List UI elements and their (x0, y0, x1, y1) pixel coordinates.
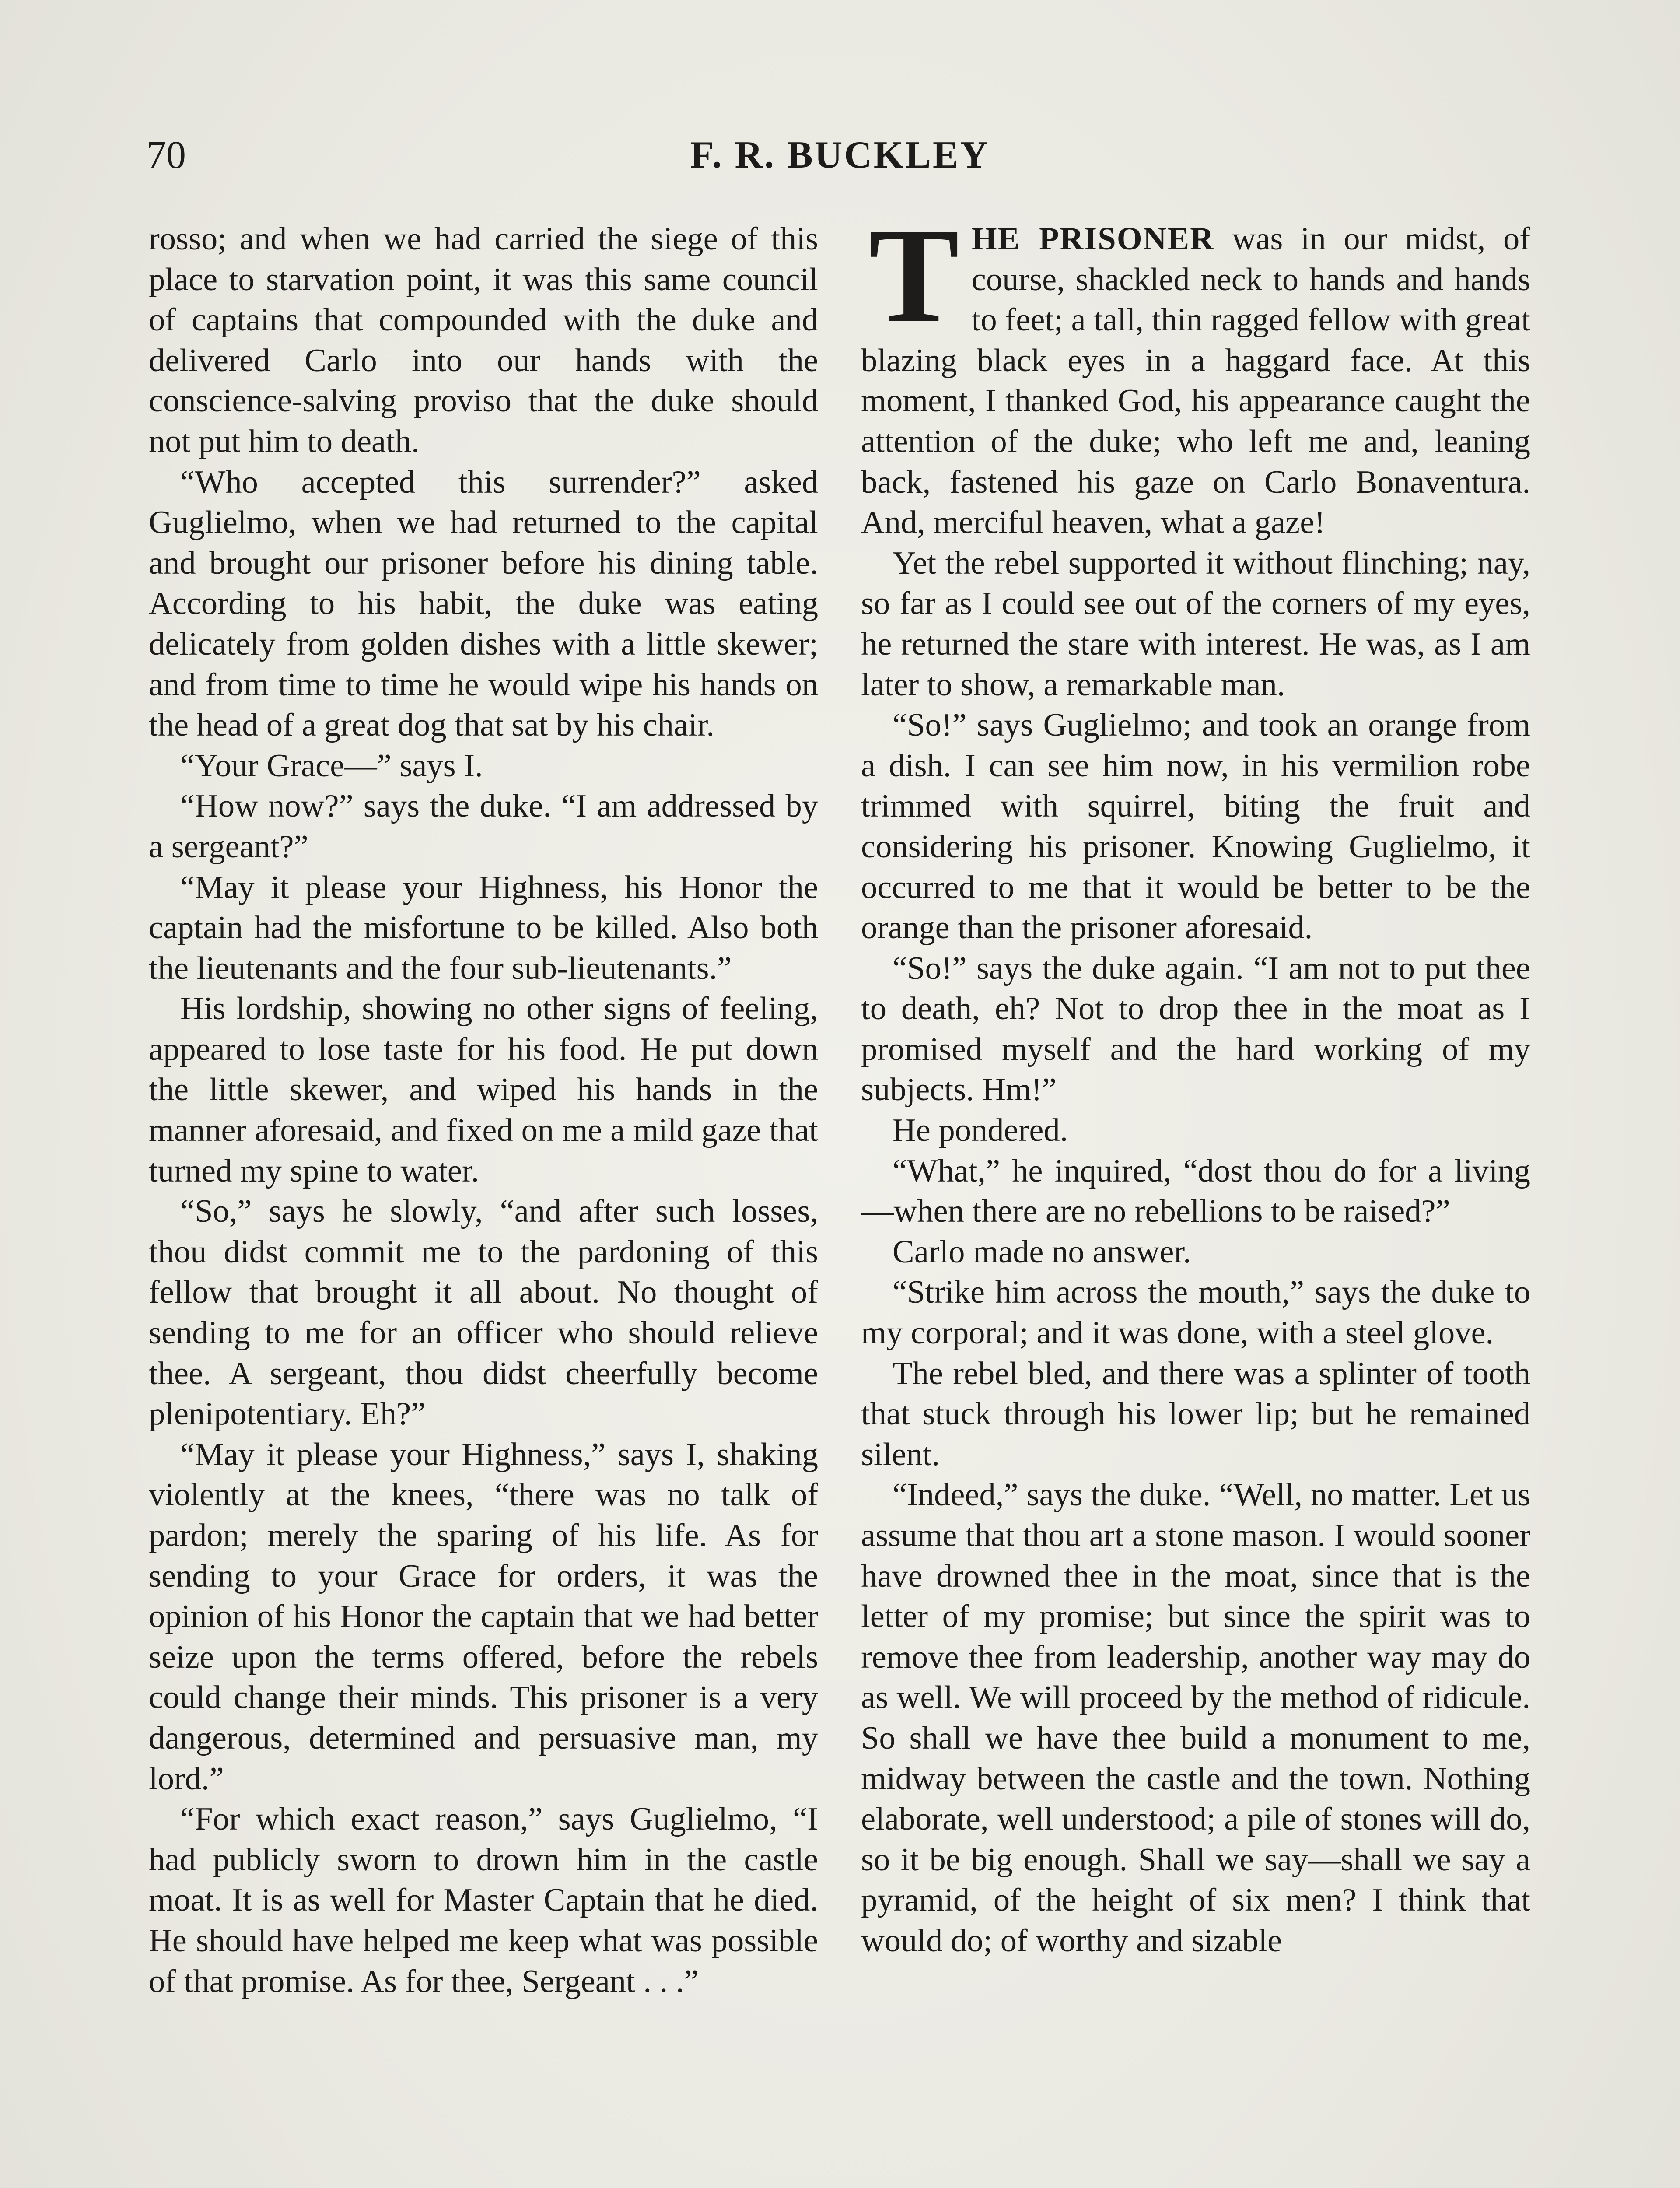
paragraph: “So!” says the duke again. “I am not to put thee to death, eh? Not to drop thee in the moat as I promised myself and the hard working of my subjects. Hm!” (861, 950, 1530, 1108)
opening-text: was in our midst, of course, shackled neck to hands and hands to feet; a tall, thin ragged fellow with great blazing black eyes in a haggard face. At this moment, I thanked God, his appearance caught the attention of the duke; who left me and, leaning back, fastened his gaze on Carlo Bonaventura. And, merciful heaven, what a gaze! (861, 221, 1530, 541)
section-opening-paragraph (861, 219, 1530, 543)
running-head-author: F. R. BUCKLEY (690, 134, 990, 176)
paragraph: “Indeed,” says the duke. “Well, no matter. Let us assume that thou art a stone mason. I would sooner have drowned thee in the moat, since that is the letter of my promise; but since the spirit was to remove thee from leadership, another way may do as well. We will proceed by the method of ridicule. So shall we have thee build a monument to me, midway between the castle and the town. Nothing elaborate, well understood; a pile of stones will do, so it be big enough. Shall we say—shall we say a pyramid, of the height of six men? I think that would do; of worthy and sizable (861, 1477, 1530, 1959)
paragraph: The rebel bled, and there was a splinter of tooth that stuck through his lower lip; but he remained silent. (861, 1355, 1530, 1473)
paragraph: “May it please your Highness,” says I, shaking violently at the knees, “there was no talk of pardon; merely the sparing of his life. As for sending to your Grace for orders, it was the opinion of his Honor the captain that we had better seize upon the terms offered, before the rebels could change their minds. This prisoner is a very dangerous, determined and persuasive man, my lord.” (149, 1436, 818, 1797)
paragraph: His lordship, showing no other signs of feeling, appeared to lose taste for his food. He put down the little skewer, and wiped his hands in the manner aforesaid, and fixed on me a mild gaze that turned my spine to water. (149, 991, 818, 1189)
page-number: 70 (147, 133, 186, 177)
lead-in-caps: HE PRISONER (971, 221, 1214, 257)
paragraph: He pondered. (892, 1112, 1068, 1149)
left-text-column (149, 219, 818, 2188)
paragraph: “Your Grace—” says I. (180, 747, 483, 784)
paragraph: “Who accepted this surrender?” asked Guglielmo, when we had returned to the capital and brought our prisoner before his dining table. According to his habit, the duke was eating delicately from golden dishes with a little skewer; and from time to time he would wipe his hands on the head of a great dog that sat by his chair. (149, 464, 818, 743)
paragraph: “For which exact reason,” says Guglielmo, “I had publicly sworn to drown him in the castle moat. It is as well for Master Captain that he died. He should have helped me keep what was possible of that promise. As for thee, Sergeant . . .” (149, 1801, 818, 1999)
paragraph: Carlo made no answer. (892, 1234, 1191, 1270)
paragraph: “So!” says Guglielmo; and took an orange from a dish. I can see him now, in his vermilion robe trimmed with squirrel, biting the fruit and considering his prisoner. Knowing Guglielmo, it occurred to me that it would be better to be the orange than the prisoner aforesaid. (861, 707, 1530, 946)
drop-cap: T (869, 219, 959, 351)
paragraph: Yet the rebel supported it without flinching; nay, so far as I could see out of the corners of my eyes, he returned the stare with interest. He was, as I am later to show, a remarkable man. (861, 545, 1530, 703)
paragraph: “So,” says he slowly, “and after such losses, thou didst commit me to the pardoning of this fellow that brought it all about. No thought of sending to me for an officer who should relieve thee. A sergeant, thou didst cheerfully become plenipotentiary. Eh?” (149, 1193, 818, 1432)
paragraph: “May it please your Highness, his Honor the captain had the misfortune to be killed. Also both the lieutenants and the four sub-lieutenants.” (149, 869, 818, 986)
page-header (147, 127, 1533, 184)
paragraph: “What,” he inquired, “dost thou do for a living—when there are no rebellions to be raised?” (861, 1153, 1530, 1230)
right-text-column (861, 219, 1530, 2188)
paragraph: rosso; and when we had carried the siege of this place to starvation point, it was this same council of captains that compounded with the duke and delivered Carlo into our hands with the conscience-salving proviso that the duke should not put him to death. (149, 221, 818, 459)
paragraph: “Strike him across the mouth,” says the duke to my corporal; and it was done, with a steel glove. (861, 1274, 1530, 1351)
paragraph: “How now?” says the duke. “I am addressed by a sergeant?” (149, 788, 818, 865)
